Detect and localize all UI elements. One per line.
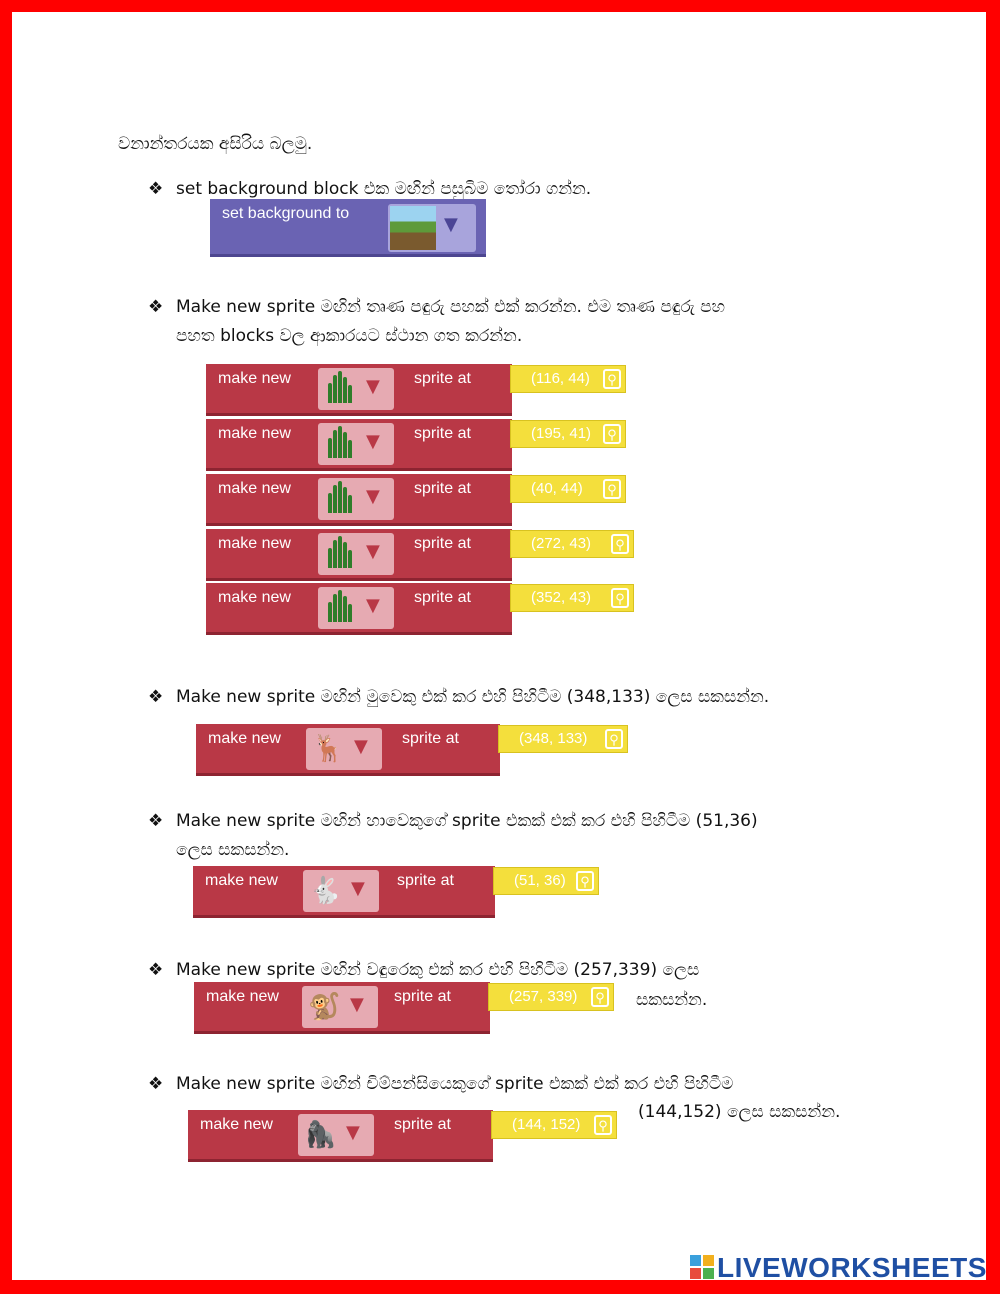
background-picker[interactable] — [388, 204, 476, 252]
bullet-icon: ❖ — [148, 1074, 164, 1093]
position-value: (51, 36) — [514, 872, 566, 889]
grass-thumbnail — [324, 481, 354, 523]
grass-icon — [324, 426, 354, 458]
sprite-at-label: sprite at — [414, 535, 471, 552]
bullet-item-6 — [148, 1068, 733, 1099]
pin-icon[interactable]: ⚲ — [603, 479, 621, 499]
make-new-sprite-block[interactable] — [206, 474, 512, 526]
bullet-icon: ❖ — [148, 297, 164, 316]
pin-icon[interactable]: ⚲ — [611, 588, 629, 608]
bullet-item-3 — [148, 681, 769, 712]
position-value: (257, 339) — [509, 988, 578, 1005]
sprite-picker[interactable] — [318, 478, 394, 520]
position-input[interactable] — [510, 530, 634, 558]
grass-thumbnail — [324, 426, 354, 468]
dropdown-arrow-icon: ▼ — [350, 994, 364, 1015]
sprite-picker[interactable] — [318, 368, 394, 410]
position-input[interactable] — [493, 867, 599, 895]
item-text-continued: (144,152) ලෙස සකසන්න. — [638, 1102, 841, 1122]
position-value: (352, 43) — [531, 589, 592, 606]
grass-icon — [324, 371, 354, 403]
item-text: Make new sprite මඟින් වඳුරෙකු එක් කර එහි පිහිටීම (257,339) ලෙස — [176, 960, 700, 980]
make-new-label: make new — [218, 425, 291, 442]
item-text: Make new sprite මඟින් තෘණ පඳුරු පහක් එක් කරන්න. එම තෘණ පඳුරු පහ — [176, 297, 726, 317]
make-new-sprite-block[interactable] — [194, 982, 490, 1034]
item-text-continued: පහත blocks වල ආකාරයට ස්ථාන ගත කරන්න. — [176, 326, 523, 346]
sprite-at-label: sprite at — [414, 589, 471, 606]
sprite-picker[interactable] — [298, 1114, 374, 1156]
grass-icon — [324, 536, 354, 568]
position-value: (272, 43) — [531, 535, 592, 552]
bullet-item-5 — [148, 954, 699, 985]
dropdown-arrow-icon: ▼ — [366, 431, 380, 452]
make-new-sprite-block[interactable] — [206, 529, 512, 581]
position-value: (195, 41) — [531, 425, 592, 442]
make-new-label: make new — [218, 480, 291, 497]
bullet-icon: ❖ — [148, 687, 164, 706]
sprite-picker[interactable] — [318, 423, 394, 465]
make-new-sprite-block[interactable] — [193, 866, 495, 918]
chimpanzee-icon: 🦍 — [304, 1120, 337, 1150]
item-text: Make new sprite මඟින් හාවෙකුගේ sprite එකක් එක් කර එහි පිහිටීම (51,36) — [176, 811, 758, 831]
logo-text: LIVEWORKSHEETS — [717, 1252, 987, 1283]
dropdown-arrow-icon: ▼ — [366, 541, 380, 562]
grass-icon — [324, 481, 354, 513]
sprite-at-label: sprite at — [397, 872, 454, 889]
position-input[interactable] — [510, 420, 626, 448]
make-new-sprite-block[interactable] — [196, 724, 500, 776]
position-input[interactable] — [510, 584, 634, 612]
pin-icon[interactable]: ⚲ — [603, 424, 621, 444]
make-new-label: make new — [208, 730, 281, 747]
item-text-continued: සකසන්න. — [636, 990, 708, 1010]
position-input[interactable] — [488, 983, 614, 1011]
item-text: set background block එක මඟින් පසුබිම තෝරා ගන්න. — [176, 179, 592, 199]
sprite-picker[interactable] — [303, 870, 379, 912]
pin-icon[interactable]: ⚲ — [576, 871, 594, 891]
position-input[interactable] — [491, 1111, 617, 1139]
pin-icon[interactable]: ⚲ — [611, 534, 629, 554]
position-value: (144, 152) — [512, 1116, 581, 1133]
forest-background-thumbnail — [390, 206, 436, 250]
make-new-label: make new — [206, 988, 279, 1005]
sprite-at-label: sprite at — [414, 480, 471, 497]
set-background-block[interactable] — [210, 199, 486, 257]
make-new-label: make new — [218, 589, 291, 606]
sprite-picker[interactable] — [302, 986, 378, 1028]
dropdown-arrow-icon: ▼ — [354, 736, 368, 757]
sprite-at-label: sprite at — [394, 1116, 451, 1133]
sprite-picker[interactable] — [318, 587, 394, 629]
make-new-sprite-block[interactable] — [206, 583, 512, 635]
block-label: set background to — [222, 205, 350, 222]
position-value: (348, 133) — [519, 730, 588, 747]
dropdown-arrow-icon: ▼ — [444, 214, 458, 235]
pin-icon[interactable]: ⚲ — [605, 729, 623, 749]
item-text-continued: ලෙස සකසන්න. — [176, 840, 290, 860]
position-value: (40, 44) — [531, 480, 583, 497]
grass-icon — [324, 590, 354, 622]
grass-thumbnail — [324, 590, 354, 632]
make-new-label: make new — [218, 535, 291, 552]
pin-icon[interactable]: ⚲ — [603, 369, 621, 389]
intro-heading: වනාන්තරයක අසිරිය බලමු. — [118, 134, 313, 154]
position-input[interactable] — [498, 725, 628, 753]
rabbit-icon: 🐇 — [309, 876, 342, 906]
sprite-picker[interactable] — [306, 728, 382, 770]
monkey-icon: 🐒 — [308, 992, 341, 1022]
dropdown-arrow-icon: ▼ — [366, 595, 380, 616]
logo-mark-icon — [690, 1255, 714, 1279]
make-new-sprite-block[interactable] — [206, 364, 512, 416]
liveworksheets-logo — [690, 1252, 987, 1284]
make-new-label: make new — [218, 370, 291, 387]
bullet-item-4 — [148, 805, 758, 836]
bullet-icon: ❖ — [148, 811, 164, 830]
sprite-at-label: sprite at — [414, 370, 471, 387]
dropdown-arrow-icon: ▼ — [366, 486, 380, 507]
make-new-label: make new — [205, 872, 278, 889]
dropdown-arrow-icon: ▼ — [351, 878, 365, 899]
dropdown-arrow-icon: ▼ — [346, 1122, 360, 1143]
bullet-icon: ❖ — [148, 960, 164, 979]
item-text: Make new sprite මඟින් මුවෙකු එක් කර එහි පිහිටීම (348,133) ලෙස සකසන්න. — [176, 687, 770, 707]
make-new-sprite-block[interactable] — [206, 419, 512, 471]
bullet-item-2 — [148, 291, 725, 322]
make-new-label: make new — [200, 1116, 273, 1133]
position-value: (116, 44) — [531, 370, 590, 387]
item-text: Make new sprite මඟින් චිම්පන්සියෙකුගේ sprite එකක් එක් කර එහි පිහිටීම — [176, 1074, 734, 1094]
sprite-at-label: sprite at — [402, 730, 459, 747]
pin-icon[interactable]: ⚲ — [591, 987, 609, 1007]
position-input[interactable] — [510, 475, 626, 503]
sprite-at-label: sprite at — [394, 988, 451, 1005]
sprite-picker[interactable] — [318, 533, 394, 575]
deer-icon: 🦌 — [312, 734, 345, 764]
position-input[interactable] — [510, 365, 626, 393]
pin-icon[interactable]: ⚲ — [594, 1115, 612, 1135]
grass-thumbnail — [324, 536, 354, 578]
bullet-icon: ❖ — [148, 179, 164, 198]
sprite-at-label: sprite at — [414, 425, 471, 442]
make-new-sprite-block[interactable] — [188, 1110, 493, 1162]
dropdown-arrow-icon: ▼ — [366, 376, 380, 397]
grass-thumbnail — [324, 371, 354, 413]
